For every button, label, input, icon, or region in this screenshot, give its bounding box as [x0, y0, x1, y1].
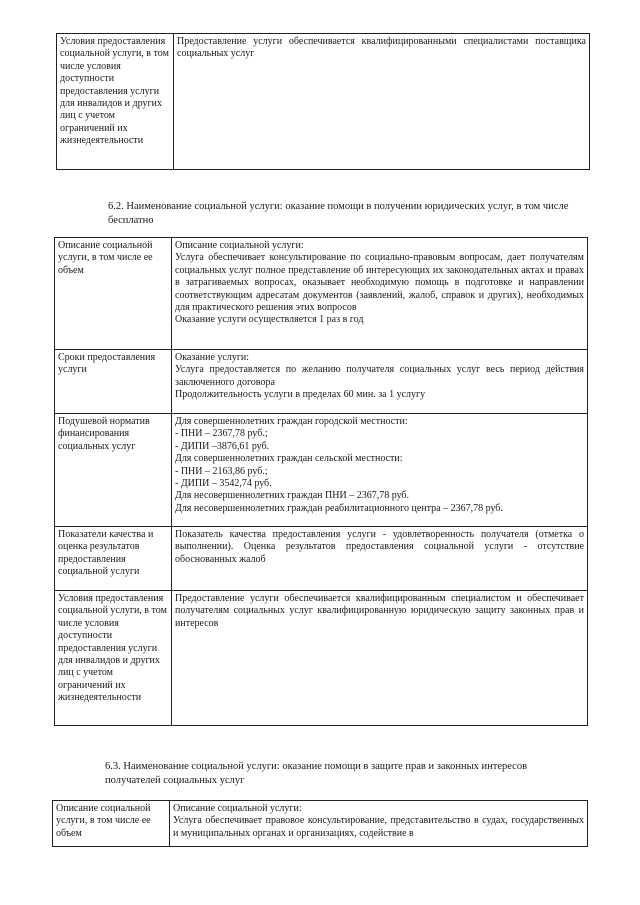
value-line: Оказание услуги осуществляется 1 раз в год	[175, 314, 364, 326]
value-line: - ДИПИ – 3542,74 руб.	[175, 478, 272, 490]
table-row	[55, 527, 588, 591]
section-6-3-heading: 6.3. Наименование социальной услуги: оказание помощи в защите прав и законных интересов получателей социальных услуг	[105, 761, 528, 786]
row-label: Описание социальной услуги, в том числе ее объем	[53, 801, 170, 847]
value-line: - ДИПИ –3876,61 руб.	[175, 440, 270, 452]
value-line: Для совершеннолетних граждан городской местности:	[175, 416, 408, 427]
row-label: Подушевой норматив финансирования социальных услуг	[55, 414, 172, 527]
value-line: Услуга обеспечивает консультирование по социально-правовым вопросам, дает получателям социальных услуг полное представление об интересующих их законодательных актах и правах в затрагиваемых вопросах, оказывает необходимую помощь в подготовке и направлении соответствующим адресатам документов (заявлений, жалоб, справок и других), необходимых для практического решения этих вопросов	[175, 252, 584, 314]
value-line: Для несовершеннолетних граждан ПНИ – 2367,78 руб.	[175, 490, 410, 502]
table-row	[53, 801, 588, 847]
table-row	[57, 34, 590, 170]
value-line: Описание социальной услуги:	[173, 803, 302, 814]
table-row	[55, 414, 588, 527]
row-label: Условия предоставления социальной услуги, в том числе условия доступности предоставления услуги для инвалидов и других лиц с учетом ограничений их жизнедеятельности	[57, 34, 174, 170]
value-line: Услуга предоставляется по желанию получателя социальных услуг весь период действия заключенного договора	[175, 364, 584, 388]
table-row	[55, 350, 588, 414]
row-value	[170, 801, 588, 847]
row-value	[172, 414, 588, 527]
row-value	[172, 591, 588, 726]
row-value	[172, 527, 588, 591]
table-row	[55, 238, 588, 350]
value-line: Предоставление услуги обеспечивается квалифицированным специалистом и обеспечивает получателям социальных услуг квалифицированную юридическую защиту законных прав и интересов	[175, 593, 584, 629]
row-value: Предоставление услуги обеспечивается квалифицированными специалистами поставщика социальных услуг	[174, 34, 590, 170]
section-6-2-table	[54, 237, 588, 726]
value-line: Оказание услуги:	[175, 352, 250, 363]
row-value	[172, 350, 588, 414]
row-label: Показатели качества и оценка результатов предоставления социальной услуги	[55, 527, 172, 591]
value-line: Описание социальной услуги:	[175, 240, 304, 251]
value-line: Для несовершеннолетних граждан реабилитационного центра – 2367,78 руб.	[175, 502, 503, 514]
row-value	[172, 238, 588, 350]
value-line: - ПНИ – 2367,78 руб.;	[175, 428, 268, 440]
value-line: Услуга обеспечивает правовое консультирование, представительство в судах, государственных и муниципальных органах и организациях, содействие в	[173, 815, 584, 839]
row-label: Условия предоставления социальной услуги, в том числе условия доступности предоставления услуги для инвалидов и других лиц с учетом ограничений их жизнедеятельности	[55, 591, 172, 726]
row-label: Описание социальной услуги, в том числе ее объем	[55, 238, 172, 350]
value-line: Показатель качества предоставления услуги - удовлетворенность получателя (отметка о выполнении). Оценка результатов предоставления социальной услуги - отсутствие обоснованных жалоб	[175, 529, 584, 565]
top-conditions-table	[56, 33, 590, 170]
section-6-2-heading: 6.2. Наименование социальной услуги: оказание помощи в получении юридических услуг, в том числе бесплатно	[108, 201, 569, 226]
row-label: Сроки предоставления услуги	[55, 350, 172, 414]
value-line: Для совершеннолетних граждан сельской местности:	[175, 453, 403, 465]
value-line: - ПНИ – 2163,86 руб.;	[175, 465, 268, 477]
section-6-3-table	[52, 800, 588, 847]
table-row	[55, 591, 588, 726]
value-line: Продолжительность услуги в пределах 60 мин. за 1 услугу	[175, 389, 426, 401]
